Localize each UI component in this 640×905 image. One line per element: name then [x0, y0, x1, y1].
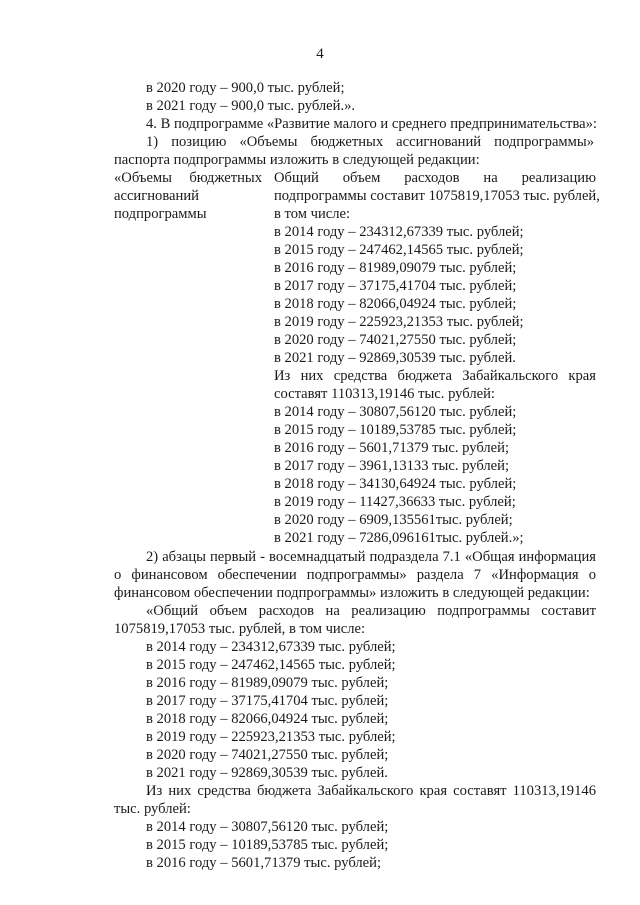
passport-right-line: в том числе: [274, 206, 351, 222]
intro-line-2: в 2021 году – 900,0 тыс. рублей.». [146, 98, 356, 114]
passport-regional-line: составят 110313,19146 тыс. рублей: [274, 386, 495, 402]
passport-regional-year-line: в 2020 году – 6909,135561тыс. рублей; [274, 512, 513, 528]
passport-left-line-3: подпрограммы [114, 206, 207, 222]
passport-regional-year-line: в 2014 году – 30807,56120 тыс. рублей; [274, 404, 517, 420]
body-year-line: в 2021 году – 92869,30539 тыс. рублей. [146, 765, 388, 781]
section-4-heading: 4. В подпрограмме «Развитие малого и среднего предпринимательства»: [146, 116, 597, 132]
body-year-line: в 2019 году – 225923,21353 тыс. рублей; [146, 729, 396, 745]
body-regional-line-2: тыс. рублей: [114, 801, 191, 817]
passport-regional-year-line: в 2021 году – 7286,096161тыс. рублей.»; [274, 530, 524, 546]
body-total-line-2: 1075819,17053 тыс. рублей, в том числе: [114, 621, 366, 637]
passport-regional-year-line: в 2019 году – 11427,36633 тыс. рублей; [274, 494, 516, 510]
item-2-line-1: 2) абзацы первый - восемнадцатый подраздела 7.1 «Общая информация [146, 549, 596, 565]
passport-regional-year-line: в 2015 году – 10189,53785 тыс. рублей; [274, 422, 517, 438]
passport-right-line-1: Общий объем расходов на реализацию [274, 170, 596, 186]
passport-left-line-1: «Объемы бюджетных [114, 170, 262, 186]
item-2-line-2: о финансовом обеспечении подпрограммы» раздела 7 «Информация о [114, 567, 596, 583]
passport-regional-year-line: в 2017 году – 3961,13133 тыс. рублей; [274, 458, 510, 474]
passport-regional-year-line: в 2016 году – 5601,71379 тыс. рублей; [274, 440, 510, 456]
body-regional-year-line: в 2016 году – 5601,71379 тыс. рублей; [146, 855, 382, 871]
body-year-line: в 2017 году – 37175,41704 тыс. рублей; [146, 693, 389, 709]
body-year-line: в 2016 году – 81989,09079 тыс. рублей; [146, 675, 389, 691]
passport-year-line: в 2017 году – 37175,41704 тыс. рублей; [274, 278, 517, 294]
body-year-line: в 2018 году – 82066,04924 тыс. рублей; [146, 711, 389, 727]
passport-year-line: в 2020 году – 74021,27550 тыс. рублей; [274, 332, 517, 348]
body-year-line: в 2014 году – 234312,67339 тыс. рублей; [146, 639, 396, 655]
passport-year-line: в 2018 году – 82066,04924 тыс. рублей; [274, 296, 517, 312]
intro-line-1: в 2020 году – 900,0 тыс. рублей; [146, 80, 345, 96]
item-1-line-2: паспорта подпрограммы изложить в следующей редакции: [114, 152, 480, 168]
body-regional-year-line: в 2015 году – 10189,53785 тыс. рублей; [146, 837, 389, 853]
item-1-line-1: 1) позицию «Объемы бюджетных ассигнований подпрограммы» [146, 134, 594, 150]
passport-right-line: подпрограммы составит 1075819,17053 тыс. рублей, [274, 188, 600, 204]
passport-year-line: в 2021 году – 92869,30539 тыс. рублей. [274, 350, 516, 366]
page-number: 4 [316, 46, 324, 62]
body-year-line: в 2015 году – 247462,14565 тыс. рублей; [146, 657, 396, 673]
passport-regional-line-1: Из них средства бюджета Забайкальского края [274, 368, 596, 384]
passport-year-line: в 2014 году – 234312,67339 тыс. рублей; [274, 224, 524, 240]
passport-left-line-2: ассигнований [114, 188, 199, 204]
item-2-line-3: финансовом обеспечении подпрограммы» изложить в следующей редакции: [114, 585, 590, 601]
body-total-line-1: «Общий объем расходов на реализацию подпрограммы составит [146, 603, 596, 619]
body-regional-year-line: в 2014 году – 30807,56120 тыс. рублей; [146, 819, 389, 835]
passport-year-line: в 2019 году – 225923,21353 тыс. рублей; [274, 314, 524, 330]
body-regional-line-1: Из них средства бюджета Забайкальского края составят 110313,19146 [146, 783, 596, 799]
passport-year-line: в 2015 году – 247462,14565 тыс. рублей; [274, 242, 524, 258]
passport-year-line: в 2016 году – 81989,09079 тыс. рублей; [274, 260, 517, 276]
passport-regional-year-line: в 2018 году – 34130,64924 тыс. рублей; [274, 476, 517, 492]
body-year-line: в 2020 году – 74021,27550 тыс. рублей; [146, 747, 389, 763]
